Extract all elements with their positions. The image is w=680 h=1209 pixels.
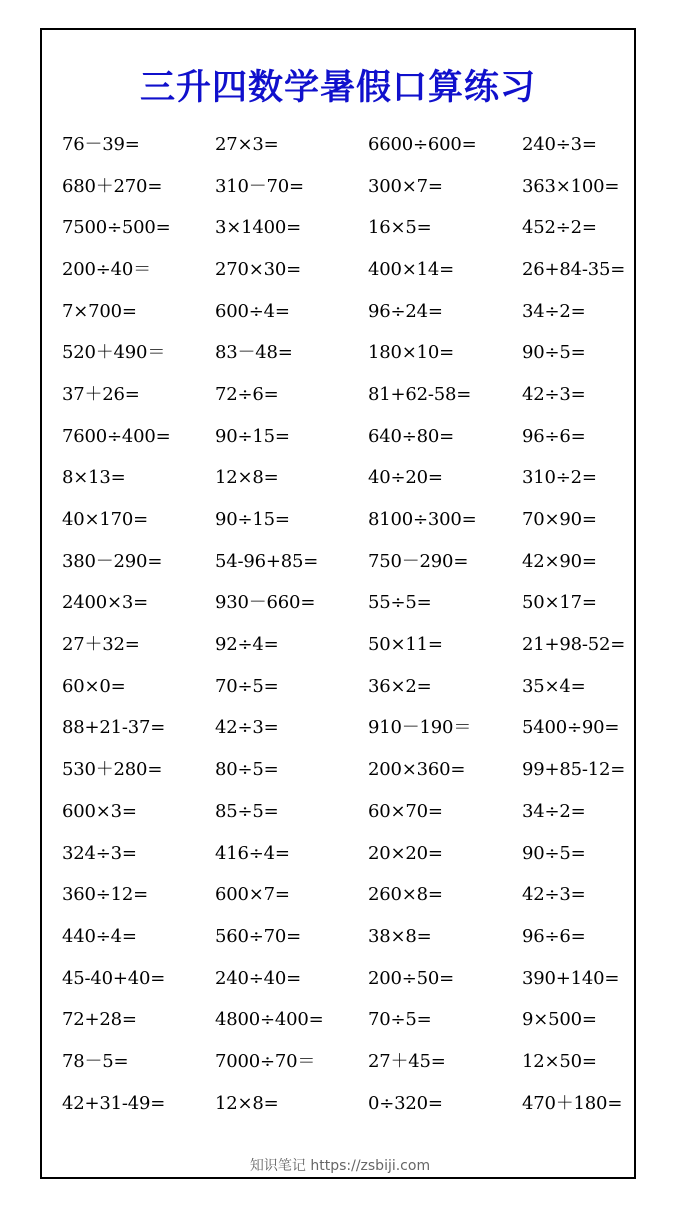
arithmetic-problem: 240÷3= [522,133,597,155]
arithmetic-problem: 5400÷90= [522,717,620,739]
arithmetic-problem: 38×8= [368,925,432,947]
arithmetic-problem: 42+31-49= [62,1092,166,1114]
arithmetic-problem: 50×11= [368,634,443,656]
arithmetic-problem: 37＋26= [62,383,140,405]
arithmetic-problem: 680＋270= [62,175,163,197]
arithmetic-problem: 12×8= [215,467,279,489]
arithmetic-problem: 85÷5= [215,800,279,822]
arithmetic-problem: 240÷40= [215,967,302,989]
arithmetic-problem: 452÷2= [522,217,597,239]
footer-watermark: 知识笔记 https://zsbiji.com [249,1158,431,1174]
arithmetic-problem: 60×0= [62,675,126,697]
arithmetic-problem: 180×10= [368,342,455,364]
arithmetic-problem: 750－290= [368,550,469,572]
arithmetic-problem: 72÷6= [215,383,279,405]
arithmetic-problem: 27×3= [215,133,279,155]
arithmetic-problem: 930－660= [215,592,316,614]
arithmetic-problem: 7×700= [62,300,137,322]
arithmetic-problem: 45-40+40= [62,967,166,989]
arithmetic-problem: 92÷4= [215,634,279,656]
arithmetic-problem: 3×1400= [215,217,302,239]
arithmetic-problem: 360÷12= [62,884,149,906]
arithmetic-problem: 416÷4= [215,842,290,864]
arithmetic-problem: 260×8= [368,884,443,906]
arithmetic-problem: 40÷20= [368,467,443,489]
arithmetic-problem: 35×4= [522,675,586,697]
arithmetic-problem: 0÷320= [368,1092,443,1114]
arithmetic-problem: 310－70= [215,175,304,197]
arithmetic-problem: 7000÷70＝ [215,1050,316,1072]
arithmetic-problem: 96÷24= [368,300,443,322]
arithmetic-problem: 440÷4= [62,925,137,947]
arithmetic-problem: 36×2= [368,675,432,697]
arithmetic-problem: 7500÷500= [62,217,171,239]
arithmetic-problem: 96÷6= [522,925,586,947]
problem-grid [62,124,632,1125]
arithmetic-problem: 200÷40＝ [62,258,151,280]
arithmetic-problem: 4800÷400= [215,1009,324,1031]
arithmetic-problem: 60×70= [368,800,443,822]
worksheet-title: 三升四数学暑假口算练习 [139,67,536,108]
arithmetic-problem: 34÷2= [522,800,586,822]
arithmetic-problem: 12×8= [215,1092,279,1114]
arithmetic-problem: 96÷6= [522,425,586,447]
arithmetic-problem: 300×7= [368,175,443,197]
arithmetic-problem: 470＋180= [522,1092,623,1114]
arithmetic-problem: 34÷2= [522,300,586,322]
arithmetic-problem: 530＋280= [62,759,163,781]
arithmetic-problem: 12×50= [522,1050,597,1072]
arithmetic-problem: 380－290= [62,550,163,572]
arithmetic-problem: 324÷3= [62,842,137,864]
arithmetic-problem: 70÷5= [368,1009,432,1031]
worksheet-frame [40,28,636,1179]
arithmetic-problem: 363×100= [522,175,620,197]
arithmetic-problem: 560÷70= [215,925,302,947]
arithmetic-problem: 27＋45= [368,1050,446,1072]
arithmetic-problem: 520＋490＝ [62,342,166,364]
arithmetic-problem: 9×500= [522,1009,597,1031]
arithmetic-problem: 20×20= [368,842,443,864]
arithmetic-problem: 78－5= [62,1050,129,1072]
arithmetic-problem: 81+62-58= [368,383,472,405]
arithmetic-problem: 16×5= [368,217,432,239]
arithmetic-problem: 21+98-52= [522,634,626,656]
arithmetic-problem: 6600÷600= [368,133,477,155]
arithmetic-problem: 42×90= [522,550,597,572]
arithmetic-problem: 90÷15= [215,425,290,447]
arithmetic-problem: 42÷3= [215,717,279,739]
arithmetic-problem: 42÷3= [522,884,586,906]
arithmetic-problem: 55÷5= [368,592,432,614]
arithmetic-problem: 90÷5= [522,342,586,364]
arithmetic-problem: 390+140= [522,967,620,989]
arithmetic-problem: 76－39= [62,133,140,155]
arithmetic-problem: 270×30= [215,258,302,280]
arithmetic-problem: 70÷5= [215,675,279,697]
arithmetic-problem: 8100÷300= [368,509,477,531]
arithmetic-problem: 200÷50= [368,967,455,989]
arithmetic-problem: 2400×3= [62,592,149,614]
arithmetic-problem: 8×13= [62,467,126,489]
arithmetic-problem: 40×170= [62,509,149,531]
arithmetic-problem: 7600÷400= [62,425,171,447]
arithmetic-problem: 83－48= [215,342,293,364]
arithmetic-problem: 600÷4= [215,300,290,322]
arithmetic-problem: 640÷80= [368,425,455,447]
arithmetic-problem: 600×3= [62,800,137,822]
arithmetic-problem: 99+85-12= [522,759,626,781]
arithmetic-problem: 910－190＝ [368,717,472,739]
arithmetic-problem: 400×14= [368,258,455,280]
arithmetic-problem: 70×90= [522,509,597,531]
arithmetic-problem: 90÷5= [522,842,586,864]
arithmetic-problem: 310÷2= [522,467,597,489]
arithmetic-problem: 90÷15= [215,509,290,531]
arithmetic-problem: 42÷3= [522,383,586,405]
arithmetic-problem: 88+21-37= [62,717,166,739]
arithmetic-problem: 54-96+85= [215,550,319,572]
arithmetic-problem: 200×360= [368,759,466,781]
arithmetic-problem: 27＋32= [62,634,140,656]
arithmetic-problem: 600×7= [215,884,290,906]
arithmetic-problem: 50×17= [522,592,597,614]
arithmetic-problem: 72+28= [62,1009,137,1031]
arithmetic-problem: 80÷5= [215,759,279,781]
arithmetic-problem: 26+84-35= [522,258,626,280]
